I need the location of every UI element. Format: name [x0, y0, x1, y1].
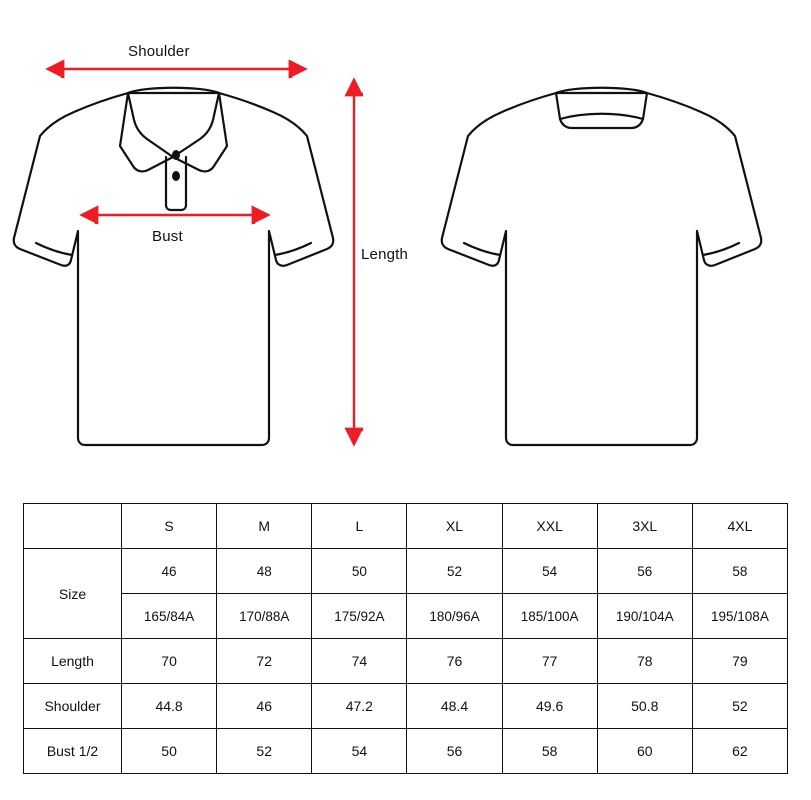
column-header-xxl: XXL: [502, 504, 597, 549]
row-header-shoulder: Shoulder: [24, 684, 122, 729]
row-header-size: Size: [24, 549, 122, 639]
table-row: [24, 549, 788, 594]
cell-shoulder-xxl: 49.6: [502, 684, 597, 729]
length-label: Length: [361, 246, 409, 263]
cell-length-3xl: 78: [597, 639, 692, 684]
cell-size-code-s: 165/84A: [122, 594, 217, 639]
cell-length-m: 72: [217, 639, 312, 684]
shoulder-label: Shoulder: [128, 43, 190, 60]
cell-bust-3xl: 60: [597, 729, 692, 774]
cell-size-num-4xl: 58: [692, 549, 787, 594]
cell-shoulder-3xl: 50.8: [597, 684, 692, 729]
column-header-l: L: [312, 504, 407, 549]
back-view-shirt: [442, 88, 762, 445]
cell-size-code-xl: 180/96A: [407, 594, 502, 639]
column-header-m: M: [217, 504, 312, 549]
table-row: [24, 729, 788, 774]
cell-shoulder-xl: 48.4: [407, 684, 502, 729]
cell-bust-4xl: 62: [692, 729, 787, 774]
cell-size-num-xl: 52: [407, 549, 502, 594]
cell-length-s: 70: [122, 639, 217, 684]
table-row: [24, 684, 788, 729]
bust-label: Bust: [152, 228, 183, 245]
cell-size-num-s: 46: [122, 549, 217, 594]
table-row: [24, 594, 788, 639]
size-table: [23, 503, 788, 774]
cell-size-num-m: 48: [217, 549, 312, 594]
column-header-4xl: 4XL: [692, 504, 787, 549]
cell-size-code-m: 170/88A: [217, 594, 312, 639]
size-table-container: [23, 503, 788, 774]
cell-shoulder-s: 44.8: [122, 684, 217, 729]
column-header-3xl: 3XL: [597, 504, 692, 549]
cell-size-code-xxl: 185/100A: [502, 594, 597, 639]
table-header-row: [24, 504, 788, 549]
cell-bust-s: 50: [122, 729, 217, 774]
cell-length-xl: 76: [407, 639, 502, 684]
row-header-bust: Bust 1/2: [24, 729, 122, 774]
shoulder-arrow: [62, 61, 291, 78]
front-view-shirt: [14, 88, 334, 445]
cell-size-code-4xl: 195/108A: [692, 594, 787, 639]
cell-bust-m: 52: [217, 729, 312, 774]
cell-shoulder-m: 46: [217, 684, 312, 729]
table-row: [24, 639, 788, 684]
table-corner-cell: [24, 504, 122, 549]
cell-bust-l: 54: [312, 729, 407, 774]
cell-length-4xl: 79: [692, 639, 787, 684]
cell-size-num-l: 50: [312, 549, 407, 594]
cell-length-xxl: 77: [502, 639, 597, 684]
column-header-xl: XL: [407, 504, 502, 549]
cell-shoulder-4xl: 52: [692, 684, 787, 729]
front-placket-buttons: [172, 150, 180, 181]
row-header-length: Length: [24, 639, 122, 684]
column-header-s: S: [122, 504, 217, 549]
cell-size-num-xxl: 54: [502, 549, 597, 594]
cell-shoulder-l: 47.2: [312, 684, 407, 729]
cell-length-l: 74: [312, 639, 407, 684]
cell-size-code-3xl: 190/104A: [597, 594, 692, 639]
cell-size-code-l: 175/92A: [312, 594, 407, 639]
cell-size-num-3xl: 56: [597, 549, 692, 594]
cell-bust-xxl: 58: [502, 729, 597, 774]
cell-bust-xl: 56: [407, 729, 502, 774]
